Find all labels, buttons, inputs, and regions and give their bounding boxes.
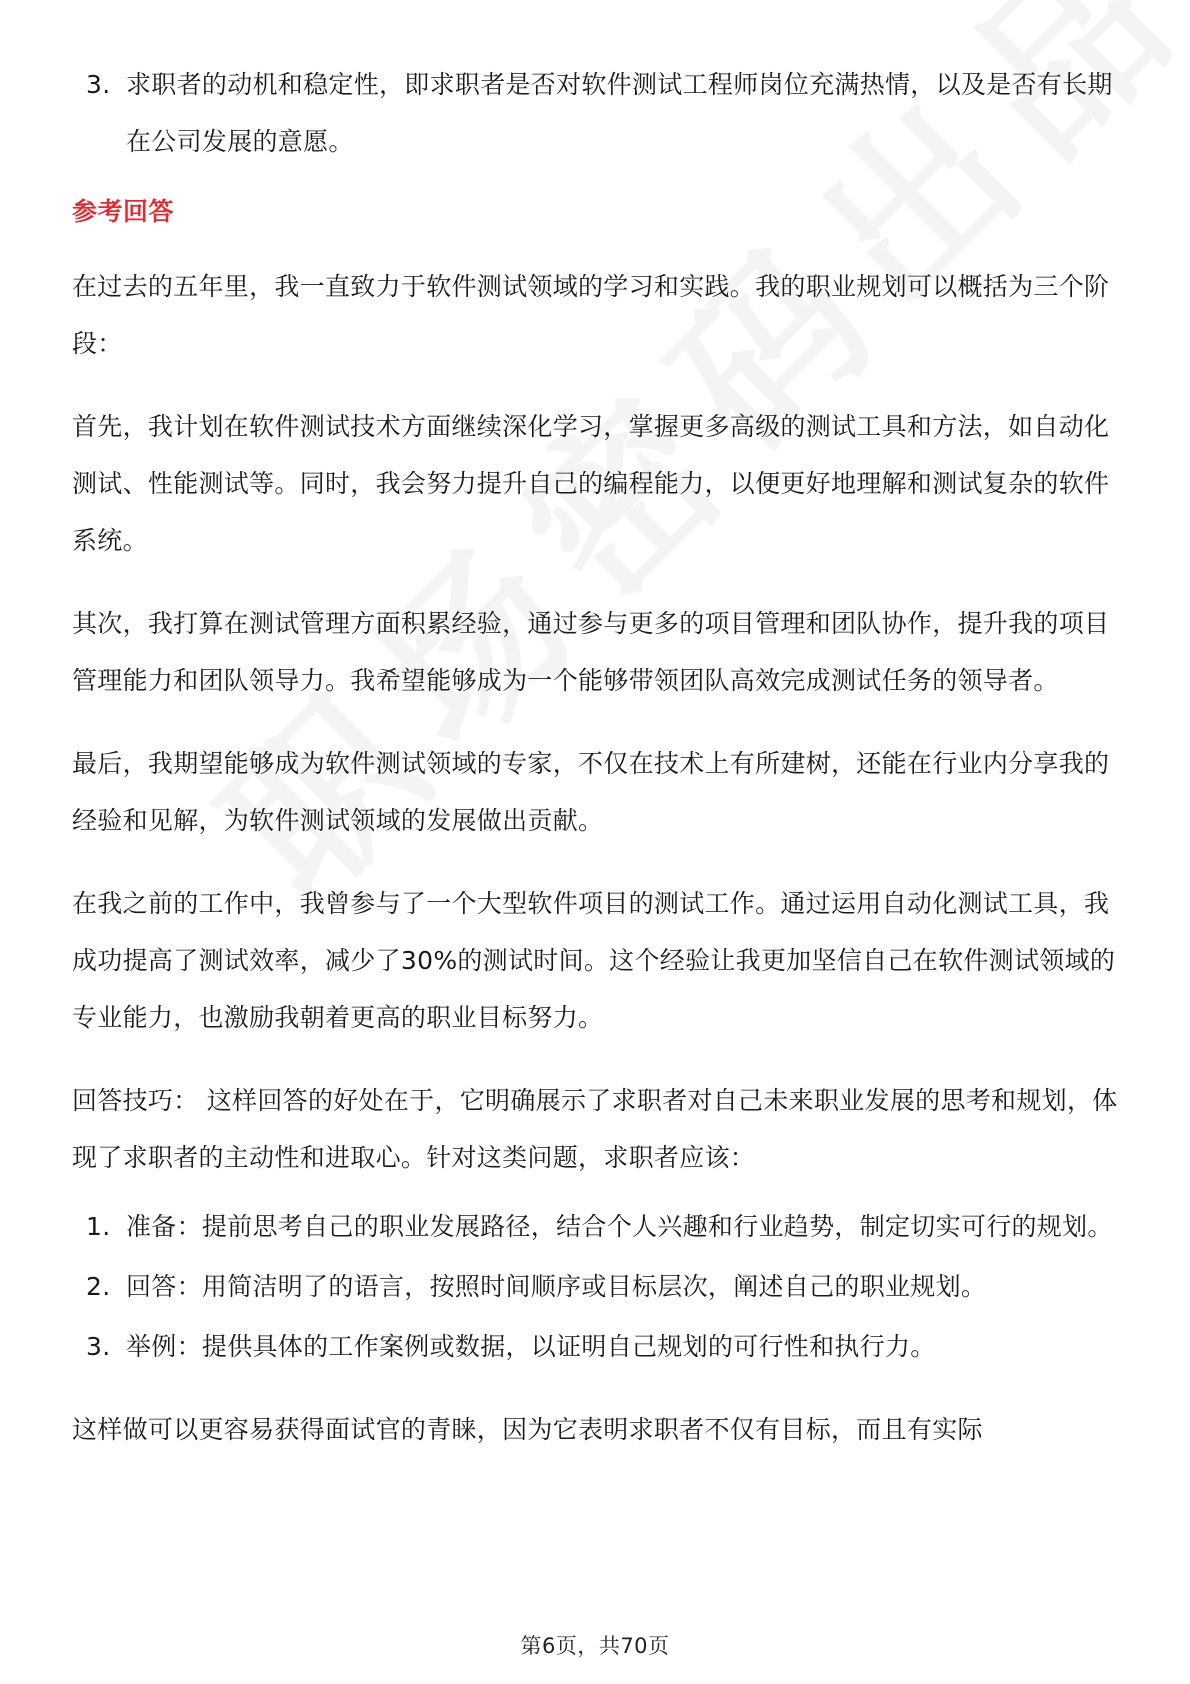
paragraph: 最后，我期望能够成为软件测试领域的专家，不仅在技术上有所建树，还能在行业内分享我的经验和见解，为软件测试领域的发展做出贡献。 (72, 749, 1110, 835)
list-item (72, 1198, 1122, 1255)
paragraph: 其次，我打算在测试管理方面积累经验，通过参与更多的项目管理和团队协作，提升我的项目管理能力和团队领导力。我希望能够成为一个能够带领团队高效完成测试任务的领导者。 (72, 609, 1110, 695)
list-item-number: 3. (86, 1332, 111, 1361)
list-item-number: 2. (86, 1272, 111, 1301)
list-item-text: 求职者的动机和稳定性，即求职者是否对软件测试工程师岗位充满热情，以及是否有长期在公司发展的意愿。 (126, 70, 1113, 156)
page-footer: 第6页，共70页 (520, 1634, 670, 1658)
list-item-number: 1. (86, 1212, 111, 1241)
paragraph: 在我之前的工作中，我曾参与了一个大型软件项目的测试工作。通过运用自动化测试工具，我成功提高了测试效率，减少了30%的测试时间。这个经验让我更加坚信自己在软件测试领域的专业能力，也激励我朝着更高的职业目标努力。 (72, 889, 1116, 1032)
tips-list (72, 1198, 1122, 1375)
list-item-number: 3. (86, 70, 111, 99)
list-item-text: 举例：提供具体的工作案例或数据，以证明自己规划的可行性和执行力。 (126, 1332, 936, 1361)
list-item-text: 回答：用简洁明了的语言，按照时间顺序或目标层次，阐述自己的职业规划。 (126, 1272, 987, 1301)
list-item (72, 1318, 1122, 1375)
intro-list (72, 56, 1122, 170)
page-content (72, 56, 1122, 1484)
paragraph: 在过去的五年里，我一直致力于软件测试领域的学习和实践。我的职业规划可以概括为三个阶段： (72, 272, 1110, 358)
closing-paragraph: 这样做可以更容易获得面试官的青睐，因为它表明求职者不仅有目标，而且有实际 (72, 1415, 983, 1444)
list-item (72, 1258, 1122, 1315)
section-heading: 参考回答 (72, 197, 175, 226)
list-item (72, 56, 1122, 170)
paragraph: 首先，我计划在软件测试技术方面继续深化学习，掌握更多高级的测试工具和方法，如自动化测试、性能测试等。同时，我会努力提升自己的编程能力，以便更好地理解和测试复杂的软件系统。 (72, 412, 1110, 555)
list-item-text: 准备：提前思考自己的职业发展路径，结合个人兴趣和行业趋势，制定切实可行的规划。 (126, 1212, 1113, 1241)
tips-intro-paragraph: 回答技巧： 这样回答的好处在于，它明确展示了求职者对自己未来职业发展的思考和规划，体现了求职者的主动性和进取心。针对这类问题，求职者应该： (72, 1086, 1118, 1172)
